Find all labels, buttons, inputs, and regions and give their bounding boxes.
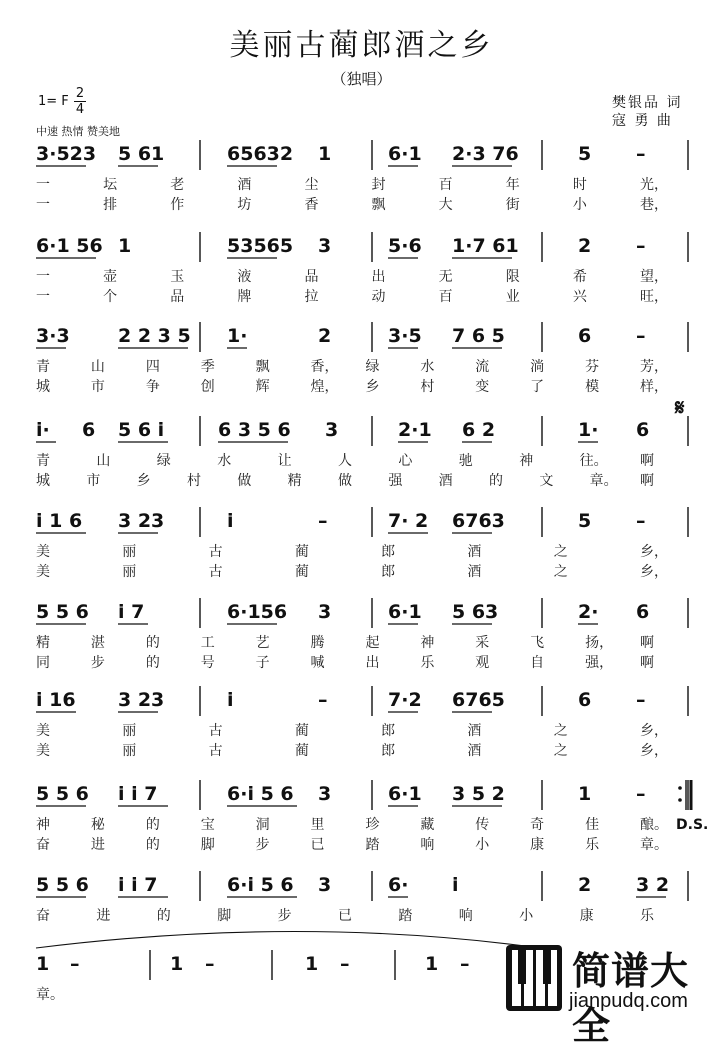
lyric-syllable: 创 xyxy=(200,379,215,395)
lyric-syllable: 啊 xyxy=(640,473,654,489)
note-group: i xyxy=(227,689,234,711)
note-group: 7·2 xyxy=(388,689,422,711)
note-group: 2·1 xyxy=(398,419,432,441)
note-group: 3 xyxy=(318,601,332,623)
lyric-syllable: 大 xyxy=(438,197,453,213)
lyric-syllable: 丽 xyxy=(122,564,137,580)
lyric-syllable: 蔺 xyxy=(294,564,309,580)
lyric-syllable: 无 xyxy=(438,269,453,285)
lyric-syllable: 飘 xyxy=(371,197,386,213)
note-group: 6·i 5 6 xyxy=(227,874,294,896)
lyric-syllable: 市 xyxy=(90,379,105,395)
lyric-syllable: 藏 xyxy=(420,817,435,833)
lyric-syllable: 的 xyxy=(156,908,171,924)
lyric-syllable: 已 xyxy=(338,908,352,924)
note-group: 6· xyxy=(388,874,409,896)
lyric-syllable: 出 xyxy=(371,269,386,285)
lyric-syllable: 起 xyxy=(365,635,380,651)
lyric-syllable: 拉 xyxy=(304,289,319,305)
lyric-syllable: 郎 xyxy=(381,743,396,759)
lyric-syllable: 子 xyxy=(255,655,270,671)
lyric-syllable: 珍 xyxy=(365,817,380,833)
ds-marking: D.S. xyxy=(676,817,709,833)
lyric-syllable: 往。 xyxy=(579,453,608,469)
note-group: i i 7 xyxy=(118,874,158,896)
lyric-syllable: 美 xyxy=(36,743,50,759)
lyric-syllable: 小 xyxy=(519,908,534,924)
note-group: 5·6 xyxy=(388,235,422,257)
lyric-syllable: 之 xyxy=(553,723,568,739)
lyric-syllable: 工 xyxy=(200,635,215,651)
note-group: 1 xyxy=(578,783,592,805)
lyric-syllable: 喊 xyxy=(310,655,325,671)
lyric-syllable: 村 xyxy=(187,473,201,489)
lyric-syllable: 绿 xyxy=(156,453,171,469)
lyric-syllable: 的 xyxy=(145,655,160,671)
watermark-url: jianpudq.com xyxy=(569,990,688,1012)
lyric-syllable: 康 xyxy=(530,837,545,853)
lyric-syllable: 踏 xyxy=(365,837,380,853)
lyric-syllable: 丽 xyxy=(122,544,137,560)
lyric-syllable: 品 xyxy=(170,289,185,305)
note-group: – xyxy=(636,689,646,711)
lyric-syllable: 美 xyxy=(36,723,50,739)
note-group: i xyxy=(452,874,459,896)
lyric-syllable: 蔺 xyxy=(294,723,309,739)
lyric-syllable: 尘 xyxy=(304,177,319,193)
watermark-brand: 简谱大全 xyxy=(572,949,690,1048)
note-group: – xyxy=(636,510,646,532)
lyric-syllable: 一 xyxy=(36,177,50,193)
lyric-syllable: 章。 xyxy=(36,987,64,1003)
lyric-syllable: 酒 xyxy=(237,177,252,193)
lyric-syllable: 水 xyxy=(420,359,435,375)
lyric-syllable: 古 xyxy=(208,544,223,560)
lyric-syllable: 艺 xyxy=(255,635,270,651)
lyric-syllable: 湛 xyxy=(90,635,105,651)
note-group: 3 xyxy=(325,419,339,441)
lyric-syllable: 巷， xyxy=(640,197,668,213)
lyric-syllable: 文 xyxy=(539,473,554,489)
time-sig-bottom: 4 xyxy=(75,102,85,117)
lyric-syllable: 奋 xyxy=(36,908,50,924)
lyric-syllable: 市 xyxy=(86,473,101,489)
note-group: 6 3 5 6 xyxy=(218,419,291,441)
lyric-syllable: 乡， xyxy=(640,544,668,560)
lyric-syllable: 壶 xyxy=(103,269,118,285)
lyric-syllable: 酒 xyxy=(467,564,482,580)
lyric-syllable: 坊 xyxy=(237,197,252,213)
lyric-syllable: 之 xyxy=(553,544,568,560)
note-group: 2· xyxy=(578,601,599,623)
note-group: i 16 xyxy=(36,689,76,711)
lyric-syllable: 城 xyxy=(36,473,50,489)
lyric-syllable: 进 xyxy=(96,908,111,924)
lyric-syllable: 模 xyxy=(585,379,600,395)
lyric-syllable: 神 xyxy=(519,453,534,469)
lyric-syllable: 限 xyxy=(505,269,520,285)
lyric-syllable: 观 xyxy=(475,655,490,671)
lyric-syllable: 丽 xyxy=(122,743,137,759)
lyricist-credit: 樊银品 词 xyxy=(612,95,683,111)
lyric-syllable: 乐 xyxy=(585,837,600,853)
note-group: 2 xyxy=(578,235,592,257)
note-group: 1· xyxy=(578,419,599,441)
lyric-syllable: 香， xyxy=(310,359,339,375)
note-group: 53565 xyxy=(227,235,294,257)
lyric-syllable: 流 xyxy=(475,359,490,375)
lyric-syllable: 小 xyxy=(475,837,490,853)
lyric-syllable: 啊 xyxy=(640,655,654,671)
lyric-syllable: 液 xyxy=(237,269,252,285)
note-group: 6·1 xyxy=(388,783,422,805)
lyric-syllable: 酒 xyxy=(467,723,482,739)
note-group: 1 xyxy=(305,953,319,975)
lyric-syllable: 驰 xyxy=(458,453,473,469)
piano-logo-icon xyxy=(505,944,563,1012)
segno-sign: 𝄋 xyxy=(675,396,685,421)
note-group: 3·5 xyxy=(388,325,422,347)
lyric-syllable: 乡 xyxy=(136,473,151,489)
note-group: 3 xyxy=(318,783,332,805)
note-group: 5 5 6 xyxy=(36,601,89,623)
lyric-syllable: 争 xyxy=(145,379,160,395)
lyric-syllable: 百 xyxy=(438,177,453,193)
lyric-syllable: 飘 xyxy=(255,359,270,375)
lyric-syllable: 芬 xyxy=(585,359,600,375)
lyric-syllable: 芳， xyxy=(640,359,668,375)
lyric-syllable: 进 xyxy=(90,837,105,853)
note-group: i 1 6 xyxy=(36,510,83,532)
note-group: – xyxy=(205,953,215,975)
lyric-syllable: 步 xyxy=(90,655,105,671)
lyric-syllable: 了 xyxy=(530,379,545,395)
lyric-syllable: 号 xyxy=(200,655,215,671)
lyric-syllable: 采 xyxy=(475,635,490,651)
lyric-syllable: 佳 xyxy=(585,817,600,833)
lyric-syllable: 腾 xyxy=(310,635,325,651)
note-group: 1 xyxy=(36,953,50,975)
repeat-dot xyxy=(678,798,682,802)
lyric-syllable: 时 xyxy=(572,177,587,193)
note-group: 5 6 i xyxy=(118,419,165,441)
lyric-syllable: 强， xyxy=(585,655,614,671)
lyric-syllable: 脚 xyxy=(200,837,215,853)
lyric-syllable: 做 xyxy=(237,473,252,489)
lyric-syllable: 蔺 xyxy=(294,743,309,759)
lyric-syllable: 奇 xyxy=(530,817,545,833)
note-group: 7· 2 xyxy=(388,510,429,532)
lyric-syllable: 乐 xyxy=(420,655,435,671)
lyric-syllable: 里 xyxy=(310,817,325,833)
lyric-syllable: 百 xyxy=(438,289,453,305)
lyric-syllable: 乡， xyxy=(640,743,668,759)
note-group: 6 xyxy=(636,601,650,623)
note-group: – xyxy=(636,325,646,347)
note-group: 3 xyxy=(318,874,332,896)
lyric-syllable: 光， xyxy=(640,177,668,193)
lyric-syllable: 古 xyxy=(208,743,223,759)
repeat-dot xyxy=(678,786,682,790)
note-group: i i 7 xyxy=(118,783,158,805)
lyric-syllable: 啊 xyxy=(640,635,654,651)
lyric-syllable: 响 xyxy=(458,908,473,924)
lyric-syllable: 精 xyxy=(287,473,302,489)
lyric-syllable: 辉 xyxy=(255,379,270,395)
lyric-syllable: 郎 xyxy=(381,723,396,739)
note-group: 2·3 76 xyxy=(452,143,519,165)
lyric-syllable: 乐 xyxy=(640,908,654,924)
lyric-syllable: 城 xyxy=(36,379,50,395)
note-group: 6 xyxy=(82,419,96,441)
lyric-syllable: 四 xyxy=(145,359,160,375)
lyric-syllable: 青 xyxy=(36,359,50,375)
lyric-syllable: 古 xyxy=(208,723,223,739)
note-group: 2 xyxy=(318,325,332,347)
note-group: 1 xyxy=(318,143,332,165)
note-group: 6 xyxy=(636,419,650,441)
lyric-syllable: 乡 xyxy=(365,379,380,395)
lyric-syllable: 神 xyxy=(36,817,50,833)
note-group: 6 2 xyxy=(462,419,496,441)
note-group: 1 xyxy=(425,953,439,975)
lyric-syllable: 步 xyxy=(255,837,270,853)
lyric-syllable: 精 xyxy=(36,635,50,651)
lyric-syllable: 秘 xyxy=(90,817,105,833)
note-group: – xyxy=(636,783,646,805)
lyric-syllable: 美 xyxy=(36,564,50,580)
lyric-syllable: 古 xyxy=(208,564,223,580)
lyric-syllable: 淌 xyxy=(530,359,545,375)
lyric-syllable: 已 xyxy=(310,837,325,853)
lyric-syllable: 人 xyxy=(338,453,352,469)
note-group: 65632 xyxy=(227,143,294,165)
lyric-syllable: 踏 xyxy=(398,908,413,924)
note-group: 3 23 xyxy=(118,689,165,711)
lyric-syllable: 的 xyxy=(145,837,160,853)
lyric-syllable: 酒 xyxy=(467,743,482,759)
lyric-syllable: 玉 xyxy=(170,269,185,285)
lyric-syllable: 青 xyxy=(36,453,50,469)
lyric-syllable: 飞 xyxy=(530,635,545,651)
note-group: 1·7 61 xyxy=(452,235,519,257)
lyric-syllable: 季 xyxy=(200,359,215,375)
note-group: 6·1 xyxy=(388,143,422,165)
lyric-syllable: 煌， xyxy=(310,379,339,395)
note-group: – xyxy=(340,953,350,975)
lyric-syllable: 心 xyxy=(398,453,413,469)
note-group: 6·1 56 xyxy=(36,235,103,257)
note-group: 5 5 6 xyxy=(36,874,89,896)
note-group: 1· xyxy=(227,325,248,347)
note-group: 3·3 xyxy=(36,325,70,347)
lyric-syllable: 个 xyxy=(103,289,118,305)
note-group: 1 xyxy=(170,953,184,975)
lyric-syllable: 蔺 xyxy=(294,544,309,560)
note-group: – xyxy=(70,953,80,975)
lyric-syllable: 的 xyxy=(489,473,503,489)
note-group: 2 xyxy=(578,874,592,896)
lyric-syllable: 之 xyxy=(553,564,568,580)
key-signature: 1= F xyxy=(38,94,69,109)
composer-credit: 寇 勇 曲 xyxy=(612,113,673,129)
note-group: 6·i 5 6 xyxy=(227,783,294,805)
note-group: 5 xyxy=(578,143,592,165)
lyric-syllable: 封 xyxy=(371,177,386,193)
lyric-syllable: 神 xyxy=(420,635,435,651)
note-group: – xyxy=(318,689,328,711)
watermark xyxy=(505,940,720,1048)
lyric-syllable: 一 xyxy=(36,197,50,213)
lyric-syllable: 街 xyxy=(505,197,520,213)
lyric-syllable: 一 xyxy=(36,289,50,305)
lyric-syllable: 小 xyxy=(572,197,587,213)
lyric-syllable: 村 xyxy=(420,379,435,395)
note-group: 6 xyxy=(578,325,592,347)
note-group: 6 xyxy=(578,689,592,711)
subtitle: （独唱） xyxy=(331,70,392,88)
note-group: i· xyxy=(36,419,50,441)
note-group: 5 xyxy=(578,510,592,532)
lyric-syllable: 郎 xyxy=(381,564,396,580)
note-group: 5 5 6 xyxy=(36,783,89,805)
note-group: 5 63 xyxy=(452,601,499,623)
note-group: 3 23 xyxy=(118,510,165,532)
lyric-syllable: 传 xyxy=(475,817,490,833)
lyric-syllable: 之 xyxy=(553,743,568,759)
lyric-syllable: 啊 xyxy=(640,453,654,469)
lyric-syllable: 旺， xyxy=(640,289,668,305)
song-title: 美丽古蔺郎酒之乡 xyxy=(229,28,494,63)
lyric-syllable: 动 xyxy=(371,289,386,305)
note-group: 3 xyxy=(318,235,332,257)
lyric-syllable: 一 xyxy=(36,269,50,285)
lyric-syllable: 绿 xyxy=(365,359,380,375)
lyric-syllable: 乡， xyxy=(640,723,668,739)
lyric-syllable: 郎 xyxy=(381,544,396,560)
note-group: i xyxy=(227,510,234,532)
note-group: 7 6 5 xyxy=(452,325,505,347)
lyric-syllable: 作 xyxy=(170,197,185,213)
lyric-syllable: 山 xyxy=(96,453,111,469)
lyric-syllable: 的 xyxy=(145,817,160,833)
note-group: – xyxy=(636,235,646,257)
lyric-syllable: 扬， xyxy=(585,635,614,651)
lyric-syllable: 响 xyxy=(420,837,435,853)
lyric-syllable: 兴 xyxy=(572,289,587,305)
lyric-syllable: 宝 xyxy=(200,817,215,833)
lyric-syllable: 酿。 xyxy=(640,817,668,833)
note-group: 5 61 xyxy=(118,143,165,165)
tempo-marking: 中速 热情 赞美地 xyxy=(36,125,120,138)
tie-arc xyxy=(36,932,540,949)
lyric-syllable: 变 xyxy=(475,379,490,395)
lyric-syllable: 奋 xyxy=(36,837,50,853)
lyric-syllable: 章。 xyxy=(640,837,668,853)
lyric-syllable: 出 xyxy=(365,655,380,671)
lyric-syllable: 年 xyxy=(505,177,520,193)
lyric-syllable: 脚 xyxy=(217,908,232,924)
note-group: – xyxy=(460,953,470,975)
lyric-syllable: 望， xyxy=(640,269,668,285)
lyric-syllable: 的 xyxy=(145,635,160,651)
lyric-syllable: 步 xyxy=(277,908,292,924)
lyric-syllable: 香 xyxy=(304,197,319,213)
note-group: i 7 xyxy=(118,601,145,623)
lyric-syllable: 希 xyxy=(572,269,587,285)
lyric-syllable: 酒 xyxy=(438,473,453,489)
lyric-syllable: 酒 xyxy=(467,544,482,560)
note-group: 3·523 xyxy=(36,143,97,165)
lyric-syllable: 让 xyxy=(277,453,292,469)
lyric-syllable: 业 xyxy=(505,289,520,305)
time-sig-top: 2 xyxy=(75,86,85,101)
lyric-syllable: 丽 xyxy=(122,723,137,739)
lyric-syllable: 美 xyxy=(36,544,50,560)
lyric-syllable: 排 xyxy=(103,197,118,213)
lyric-syllable: 章。 xyxy=(589,473,618,489)
lyric-syllable: 乡， xyxy=(640,564,668,580)
note-group: 6·156 xyxy=(227,601,288,623)
lyric-syllable: 洞 xyxy=(255,817,270,833)
lyric-syllable: 老 xyxy=(170,177,185,193)
note-group: 6765 xyxy=(452,689,505,711)
lyric-syllable: 强 xyxy=(388,473,403,489)
lyric-syllable: 坛 xyxy=(103,177,118,193)
note-group: – xyxy=(318,510,328,532)
lyric-syllable: 样， xyxy=(640,379,668,395)
lyric-syllable: 同 xyxy=(36,655,50,671)
note-group: – xyxy=(636,143,646,165)
lyric-syllable: 自 xyxy=(530,655,545,671)
note-group: 6·1 xyxy=(388,601,422,623)
lyric-syllable: 山 xyxy=(90,359,105,375)
note-group: 2 2 3 5 xyxy=(118,325,191,347)
lyric-syllable: 牌 xyxy=(237,289,252,305)
lyric-syllable: 康 xyxy=(579,908,594,924)
note-group: 3 5 2 xyxy=(452,783,505,805)
lyric-syllable: 做 xyxy=(338,473,352,489)
lyric-syllable: 品 xyxy=(304,269,319,285)
lyric-syllable: 水 xyxy=(217,453,232,469)
note-group: 6763 xyxy=(452,510,505,532)
note-group: 3 2 xyxy=(636,874,670,896)
note-group: 1 xyxy=(118,235,132,257)
